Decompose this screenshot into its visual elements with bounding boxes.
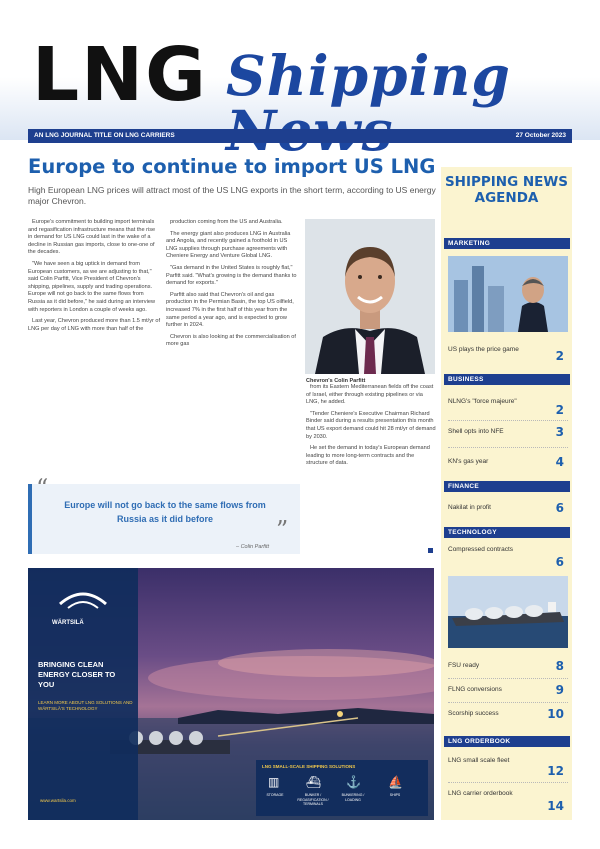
advert-text-panel (28, 568, 138, 820)
storage-icon: ▥ (268, 775, 280, 789)
advert-logo: WÄRTSILÄ (52, 620, 84, 626)
technology-thumbnail (448, 576, 568, 648)
article-standfirst: High European LNG prices will attract most of the US LNG exports in the short term, according to US energy major Chevron. (28, 185, 436, 206)
masthead-logo: LNG (32, 32, 208, 118)
solution-label: SHIPS (389, 793, 401, 797)
agenda-item[interactable] (448, 425, 568, 439)
article-column-2 (166, 219, 299, 483)
agenda-item-title: Nakilat in profit (448, 504, 491, 511)
agenda-item[interactable] (448, 455, 568, 469)
article-paragraph: He set the demand in today's European demand leading to more long-term contracts and the structure of data. (306, 445, 430, 467)
terminal-icon: ⛴ (306, 775, 322, 789)
agenda-item[interactable] (448, 757, 568, 777)
article-column-1 (28, 219, 161, 483)
agenda-divider (448, 782, 568, 783)
advert-url[interactable]: www.wartsila.com (40, 798, 76, 803)
agenda-item-title: LNG small scale fleet (448, 757, 510, 764)
section-header-lng-orderbook: LNG ORDERBOOK (444, 736, 570, 747)
article-paragraph: "We have seen a big uptick in demand from European customers, as we are adjusting to that," said Colin Parfitt, Vice President of Chevron's shipping, pipelines, supply and trading operations. Europe will not go back to the same flows from Russia as it did before," he said during an interview with reporters in London a couple of weeks ago. (28, 260, 155, 313)
agenda-item-title: NLNG's "force majeure" (448, 398, 517, 405)
article-paragraph: "Tender Cheniere's Executive Chairman Richard Binder said during a results presentation this month that US export demand could hit 28 mt/yr of demand by 2030. (306, 410, 436, 440)
article-paragraph: from its Eastern Mediterranean fields off the coast of Israel, either through existing pipelines or via LNG, he added. (306, 384, 434, 406)
wartsila-logo-icon (28, 568, 138, 648)
agenda-item[interactable] (448, 501, 568, 515)
article-paragraph: The energy giant also produces LNG in Australia and Angola, and recently gained a foothold in US LNG supplies through purchase agreements with Cheniere Energy and Venture Global LNG. (166, 230, 291, 260)
agenda-page-number: 4 (555, 455, 564, 469)
agenda-title: SHIPPING NEWS AGENDA (444, 174, 569, 206)
article-paragraph: "Gas demand in the United States is roughly flat," Parfitt said. "What's growing is the demand thanks to demand for exports." (166, 264, 297, 287)
agenda-item-title: Compressed contracts (448, 546, 514, 553)
photo-caption: Chevron's Colin Parfitt (306, 378, 366, 384)
section-header-finance: FINANCE (444, 481, 570, 492)
agenda-page-number: 9 (555, 683, 564, 697)
marketing-thumbnail (448, 256, 568, 332)
agenda-item[interactable] (448, 790, 568, 812)
agenda-item-title: Scorship success (448, 710, 499, 717)
agenda-item[interactable] (448, 546, 568, 568)
article-paragraph: Europe's commitment to building import terminals and regasification infrastructure means that the rise in demand for US LNG could last in the wake of a decline in Russian gas imports, close to one-one of the decades. (28, 219, 156, 256)
agenda-item-title: FSU ready (448, 662, 480, 669)
section-header-business: BUSINESS (444, 374, 570, 385)
article-paragraph: Chevron is also looking at the commercialisation of more gas (166, 333, 296, 348)
agenda-page-number: 12 (547, 764, 564, 778)
portrait-illustration (305, 219, 435, 374)
advert-solutions-title: LNG SMALL-SCALE SHIPPING SOLUTIONS (262, 764, 356, 769)
agenda-page-number: 6 (555, 555, 564, 569)
masthead-subbar (28, 129, 572, 143)
agenda-item[interactable] (448, 683, 568, 697)
agenda-divider (448, 447, 568, 448)
section-header-marketing: MARKETING (444, 238, 570, 249)
article-column-3 (306, 384, 436, 552)
lng-carrier-illustration (448, 576, 568, 648)
agenda-item[interactable] (448, 659, 568, 673)
agenda-page-number: 2 (555, 403, 564, 417)
masthead-tagline: AN LNG JOURNAL TITLE ON LNG CARRIERS (34, 132, 175, 139)
skyline-illustration (448, 256, 568, 332)
agenda-item-title: FLNG conversions (448, 686, 502, 693)
pull-quote-attribution: – Colin Parfitt (236, 544, 270, 550)
agenda-item-title: US plays the price game (448, 346, 519, 353)
pull-quote-text: Europe will not go back to the same flows from Russia as it did before (64, 500, 266, 524)
advert-subtext: LEARN MORE ABOUT LNG SOLUTIONS AND WÄRTSILÄ'S TECHNOLOGY (38, 700, 133, 711)
article-paragraph: production coming from the US and Australia. (170, 219, 283, 225)
solution-label: STORAGE (266, 793, 284, 797)
agenda-page-number: 10 (547, 707, 564, 721)
agenda-item-title: KN's gas year (448, 458, 489, 465)
article-end-mark-icon (428, 548, 433, 553)
article-headline: Europe to continue to import US LNG (28, 155, 436, 178)
agenda-item[interactable] (448, 346, 568, 362)
advert-headline: BRINGING CLEAN ENERGY CLOSER TO YOU (38, 660, 116, 689)
agenda-page-number: 2 (555, 349, 564, 363)
agenda-page-number: 8 (555, 659, 564, 673)
article-paragraph: Last year, Chevron produced more than 1.5 mt/yr of LNG per day of LNG with more than half of the (28, 318, 161, 332)
agenda-divider (448, 420, 568, 421)
solution-label: BUNKERING / LOADING (341, 793, 365, 802)
agenda-item-title: LNG carrier orderbook (448, 790, 513, 797)
agenda-divider (448, 678, 568, 679)
article-photo (305, 219, 435, 374)
ship-icon: ⛵ (388, 775, 403, 789)
issue-date: 27 October 2023 (515, 132, 566, 139)
agenda-page-number: 6 (555, 501, 564, 515)
agenda-item-title: Shell opts into NFE (448, 428, 504, 435)
agenda-page-number: 14 (547, 799, 564, 813)
section-header-technology: TECHNOLOGY (444, 527, 570, 538)
open-quote-icon: “ (36, 474, 49, 502)
agenda-divider (448, 702, 568, 703)
solution-label: BUNKER / REGASIFICATION / TERMINALS (297, 793, 329, 806)
close-quote-icon: ” (276, 516, 289, 544)
bunkering-icon: ⚓ (346, 775, 361, 789)
article-paragraph: Parfitt also said that Chevron's oil and gas production in the Permian Basin, the top US oilfield, increased 7% in the first half of this year from the same period a year ago, and is expected to grow further in 2024. (166, 291, 294, 329)
agenda-item[interactable] (448, 398, 568, 416)
agenda-item[interactable] (448, 707, 568, 721)
agenda-page-number: 3 (555, 425, 564, 439)
masthead-title: Shipping (226, 43, 511, 108)
